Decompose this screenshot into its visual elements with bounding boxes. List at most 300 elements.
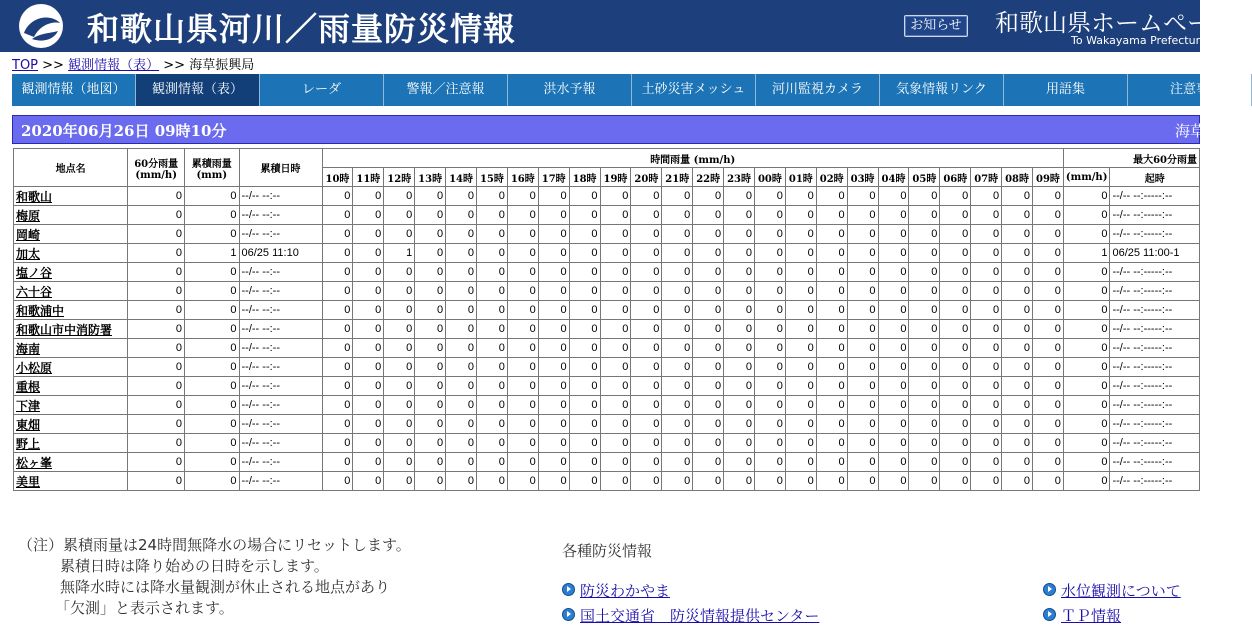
hourly-value: 0	[724, 434, 755, 453]
homepage-link-sub[interactable]: To Wakayama Prefecture	[1071, 34, 1207, 47]
hourly-value: 0	[476, 434, 507, 453]
hourly-value: 0	[724, 187, 755, 206]
hourly-value: 0	[816, 320, 847, 339]
cumulative-date-value: 06/25 11:10	[239, 244, 322, 263]
hourly-value: 0	[662, 434, 693, 453]
hourly-value: 0	[1002, 263, 1033, 282]
hourly-value: 0	[1002, 206, 1033, 225]
link-label[interactable]: 水位観測について	[1061, 582, 1181, 600]
hour-header: 04時	[878, 168, 909, 187]
hourly-value: 0	[847, 301, 878, 320]
hourly-value: 0	[785, 396, 816, 415]
hourly-value: 0	[909, 263, 940, 282]
hourly-value: 0	[446, 396, 477, 415]
page-title: 和歌山県河川／雨量防災情報	[87, 10, 517, 48]
table-row	[14, 282, 1200, 301]
hourly-value: 0	[446, 339, 477, 358]
hour-header: 07時	[971, 168, 1002, 187]
hourly-value: 0	[476, 453, 507, 472]
rain60-value: 0	[128, 187, 185, 206]
hourly-value: 0	[971, 187, 1002, 206]
station-name-link[interactable]: 美里	[14, 472, 128, 491]
hourly-value: 0	[353, 225, 384, 244]
hour-header: 02時	[816, 168, 847, 187]
max60-value: 0	[1063, 377, 1110, 396]
hourly-value: 0	[816, 472, 847, 491]
hourly-value: 0	[631, 472, 662, 491]
hourly-value: 0	[384, 225, 415, 244]
rainfall-table	[13, 148, 1200, 491]
hourly-value: 0	[754, 377, 785, 396]
cumulative-value: 0	[184, 225, 239, 244]
start-time-value: --/-- --:-----:--	[1110, 415, 1200, 434]
col-header-max60: 最大60分雨量	[1063, 149, 1199, 168]
hourly-value: 0	[754, 244, 785, 263]
station-name-link[interactable]: 加太	[14, 244, 128, 263]
hourly-value: 0	[1002, 358, 1033, 377]
max60-value: 0	[1063, 396, 1110, 415]
hourly-value: 0	[662, 320, 693, 339]
rain60-value: 0	[128, 301, 185, 320]
link-mlit-bousai[interactable]	[562, 605, 819, 626]
station-name-link[interactable]: 野上	[14, 434, 128, 453]
rain60-value: 0	[128, 377, 185, 396]
hourly-value: 0	[909, 339, 940, 358]
hourly-value: 0	[631, 187, 662, 206]
start-time-value: --/-- --:-----:--	[1110, 339, 1200, 358]
station-name-link[interactable]: 塩ノ谷	[14, 263, 128, 282]
hourly-value: 0	[322, 263, 353, 282]
site-header	[0, 0, 1211, 52]
rain60-value: 0	[128, 415, 185, 434]
rain60-value: 0	[128, 225, 185, 244]
nav-item-landslide-mesh[interactable]: 土砂災害メッシュ	[632, 74, 756, 106]
hourly-value: 0	[816, 453, 847, 472]
arrow-circle-icon	[1043, 583, 1056, 596]
disaster-info-heading: 各種防災情報	[562, 542, 653, 560]
cumulative-value: 0	[184, 453, 239, 472]
hourly-value: 0	[1002, 377, 1033, 396]
breadcrumb-table-link[interactable]: 観測情報（表）	[68, 58, 160, 73]
nav-item-notes[interactable]: 注意事	[1128, 74, 1252, 106]
start-time-value: --/-- --:-----:--	[1110, 263, 1200, 282]
table-row	[14, 358, 1200, 377]
hourly-value: 0	[971, 225, 1002, 244]
cumulative-value: 0	[184, 301, 239, 320]
hourly-value: 0	[909, 415, 940, 434]
max60-unit: (mm/h)	[1063, 168, 1110, 187]
table-row	[14, 301, 1200, 320]
hourly-value: 0	[569, 225, 600, 244]
hourly-value: 0	[600, 434, 631, 453]
hourly-value: 0	[1002, 434, 1033, 453]
hourly-value: 0	[446, 472, 477, 491]
link-tp-info[interactable]	[1043, 605, 1121, 626]
prefecture-logo-icon[interactable]	[10, 3, 72, 49]
hourly-value: 0	[878, 339, 909, 358]
hourly-value: 0	[693, 187, 724, 206]
hourly-value: 0	[785, 358, 816, 377]
hourly-value: 0	[415, 396, 446, 415]
cumulative-value: 0	[184, 187, 239, 206]
hourly-value: 0	[847, 377, 878, 396]
hourly-value: 0	[476, 415, 507, 434]
hourly-value: 0	[693, 282, 724, 301]
hourly-value: 0	[507, 206, 538, 225]
rain60-value: 0	[128, 339, 185, 358]
hourly-value: 0	[878, 301, 909, 320]
hourly-value: 0	[507, 263, 538, 282]
hourly-value: 0	[971, 377, 1002, 396]
hourly-value: 0	[909, 225, 940, 244]
cumulative-date-value: --/-- --:--	[239, 377, 322, 396]
hourly-value: 0	[415, 187, 446, 206]
nav-item-river-camera[interactable]: 河川監視カメラ	[756, 74, 880, 106]
hourly-value: 0	[724, 339, 755, 358]
hourly-value: 0	[507, 320, 538, 339]
hourly-value: 0	[785, 339, 816, 358]
hourly-value: 0	[538, 472, 569, 491]
hourly-value: 0	[1033, 206, 1064, 225]
max60-value: 0	[1063, 472, 1110, 491]
hourly-value: 0	[322, 472, 353, 491]
hourly-value: 0	[476, 225, 507, 244]
hourly-value: 0	[569, 263, 600, 282]
hourly-value: 0	[322, 225, 353, 244]
hourly-value: 0	[600, 358, 631, 377]
station-name-link[interactable]: 梅原	[14, 206, 128, 225]
hourly-value: 0	[693, 339, 724, 358]
station-name-link[interactable]: 海南	[14, 339, 128, 358]
cumulative-value: 0	[184, 206, 239, 225]
hourly-value: 0	[940, 358, 971, 377]
hourly-value: 0	[322, 282, 353, 301]
hourly-value: 0	[878, 472, 909, 491]
hourly-value: 0	[600, 244, 631, 263]
hourly-value: 0	[816, 263, 847, 282]
hourly-value: 0	[940, 415, 971, 434]
link-bousai-wakayama[interactable]	[562, 580, 670, 601]
hourly-value: 0	[971, 358, 1002, 377]
homepage-link[interactable]: 和歌山県ホームペー	[995, 9, 1211, 37]
station-name-link[interactable]: 小松原	[14, 358, 128, 377]
hourly-value: 0	[353, 244, 384, 263]
nav-item-flood-forecast[interactable]: 洪水予報	[508, 74, 632, 106]
hourly-value: 0	[940, 377, 971, 396]
hourly-value: 0	[569, 377, 600, 396]
hourly-value: 0	[476, 472, 507, 491]
table-row	[14, 453, 1200, 472]
hourly-value: 0	[384, 472, 415, 491]
hourly-value: 0	[754, 187, 785, 206]
table-row	[14, 244, 1200, 263]
hourly-value: 0	[940, 301, 971, 320]
hourly-value: 0	[754, 434, 785, 453]
hourly-value: 0	[600, 225, 631, 244]
hourly-value: 0	[693, 206, 724, 225]
hourly-value: 0	[415, 225, 446, 244]
hourly-value: 0	[353, 301, 384, 320]
hourly-value: 0	[724, 225, 755, 244]
hourly-value: 0	[415, 263, 446, 282]
hourly-value: 0	[662, 396, 693, 415]
hour-header: 13時	[415, 168, 446, 187]
cumulative-date-value: --/-- --:--	[239, 225, 322, 244]
hourly-value: 0	[662, 472, 693, 491]
hourly-value: 0	[878, 377, 909, 396]
hourly-value: 0	[600, 453, 631, 472]
notice-button[interactable]: お知らせ	[904, 15, 968, 37]
hourly-value: 0	[353, 415, 384, 434]
hourly-value: 0	[724, 244, 755, 263]
hourly-value: 0	[1002, 225, 1033, 244]
hourly-value: 0	[353, 453, 384, 472]
hourly-value: 0	[600, 377, 631, 396]
breadcrumb-top-link[interactable]: TOP	[12, 58, 39, 73]
note-line: 累積日時は降り始めの日時を示します。	[60, 557, 329, 575]
station-name-link[interactable]: 六十谷	[14, 282, 128, 301]
hourly-value: 0	[507, 472, 538, 491]
station-name-link[interactable]: 和歌山	[14, 187, 128, 206]
hourly-value: 0	[415, 415, 446, 434]
hourly-value: 0	[909, 396, 940, 415]
hourly-value: 0	[940, 187, 971, 206]
rain60-unit: (mm/h)	[135, 169, 177, 181]
col-header-start: 起時	[1110, 168, 1200, 187]
hourly-value: 0	[1033, 415, 1064, 434]
hourly-value: 0	[1002, 472, 1033, 491]
hourly-value: 0	[1002, 339, 1033, 358]
hourly-value: 0	[415, 206, 446, 225]
hourly-value: 0	[662, 377, 693, 396]
hourly-value: 0	[384, 339, 415, 358]
link-label[interactable]: ＴＰ情報	[1061, 607, 1122, 625]
hourly-value: 0	[785, 472, 816, 491]
hourly-value: 0	[322, 244, 353, 263]
hourly-value: 0	[631, 415, 662, 434]
hourly-value: 0	[1033, 282, 1064, 301]
hourly-value: 0	[971, 396, 1002, 415]
hourly-value: 0	[693, 358, 724, 377]
hourly-value: 0	[816, 225, 847, 244]
hourly-value: 0	[754, 301, 785, 320]
hour-header: 21時	[662, 168, 693, 187]
hourly-value: 0	[662, 187, 693, 206]
cumulative-value: 0	[184, 358, 239, 377]
hourly-value: 0	[538, 339, 569, 358]
station-name-link[interactable]: 岡崎	[14, 225, 128, 244]
observation-datetime: 2020年06月26日 09時10分	[21, 122, 227, 140]
hourly-value: 0	[631, 396, 662, 415]
hourly-value: 0	[600, 206, 631, 225]
cumulative-value: 0	[184, 282, 239, 301]
hourly-value: 0	[631, 434, 662, 453]
hourly-value: 0	[353, 396, 384, 415]
hourly-value: 0	[415, 339, 446, 358]
hourly-value: 0	[353, 377, 384, 396]
hourly-value: 0	[662, 282, 693, 301]
rain60-value: 0	[128, 472, 185, 491]
hourly-value: 0	[1033, 358, 1064, 377]
hourly-value: 0	[909, 320, 940, 339]
hourly-value: 0	[693, 396, 724, 415]
station-name-link[interactable]: 和歌浦中	[14, 301, 128, 320]
start-time-value: --/-- --:-----:--	[1110, 358, 1200, 377]
nav-item-observation-map[interactable]: 観測情報（地図）	[12, 74, 136, 106]
hourly-value: 0	[754, 415, 785, 434]
hourly-value: 0	[785, 187, 816, 206]
hourly-value: 0	[816, 415, 847, 434]
hour-header: 09時	[1033, 168, 1064, 187]
hourly-value: 0	[785, 282, 816, 301]
hourly-value: 0	[353, 282, 384, 301]
hourly-value: 0	[816, 187, 847, 206]
hourly-value: 0	[847, 225, 878, 244]
hourly-value: 0	[816, 358, 847, 377]
nav-item-weather-links[interactable]: 気象情報リンク	[880, 74, 1004, 106]
table-row	[14, 396, 1200, 415]
station-name-link[interactable]: 下津	[14, 396, 128, 415]
hourly-value: 0	[909, 244, 940, 263]
hourly-value: 0	[662, 453, 693, 472]
hourly-value: 0	[600, 187, 631, 206]
hourly-value: 0	[538, 225, 569, 244]
hourly-value: 0	[384, 206, 415, 225]
table-row	[14, 472, 1200, 491]
hourly-value: 0	[569, 396, 600, 415]
hourly-value: 0	[322, 415, 353, 434]
hour-header: 10時	[322, 168, 353, 187]
max60-value: 0	[1063, 187, 1110, 206]
cumulative-value: 0	[184, 263, 239, 282]
max60-value: 0	[1063, 415, 1110, 434]
hourly-value: 0	[724, 206, 755, 225]
hourly-value: 0	[909, 301, 940, 320]
hourly-value: 0	[971, 206, 1002, 225]
hourly-value: 0	[600, 301, 631, 320]
hourly-value: 0	[476, 206, 507, 225]
max60-value: 0	[1063, 434, 1110, 453]
hourly-value: 0	[384, 263, 415, 282]
station-name-link[interactable]: 和歌山市中消防署	[14, 320, 128, 339]
cumulative-date-value: --/-- --:--	[239, 358, 322, 377]
hourly-value: 0	[940, 434, 971, 453]
breadcrumb-separator: >>	[163, 58, 186, 73]
hourly-value: 0	[507, 453, 538, 472]
hourly-value: 0	[446, 453, 477, 472]
hourly-value: 0	[847, 206, 878, 225]
hour-header: 11時	[353, 168, 384, 187]
hourly-value: 0	[538, 453, 569, 472]
hourly-value: 0	[507, 358, 538, 377]
hourly-value: 0	[724, 472, 755, 491]
hour-header: 01時	[785, 168, 816, 187]
hourly-value: 0	[878, 244, 909, 263]
hourly-value: 0	[384, 377, 415, 396]
hourly-value: 0	[785, 434, 816, 453]
start-time-value: --/-- --:-----:--	[1110, 377, 1200, 396]
cumulative-value: 0	[184, 415, 239, 434]
hourly-value: 0	[322, 377, 353, 396]
hourly-value: 0	[353, 434, 384, 453]
rain60-value: 0	[128, 282, 185, 301]
hourly-value: 0	[724, 396, 755, 415]
station-name-link[interactable]: 東畑	[14, 415, 128, 434]
nav-item-glossary[interactable]: 用語集	[1004, 74, 1128, 106]
cumulative-date-value: --/-- --:--	[239, 301, 322, 320]
hour-header: 23時	[724, 168, 755, 187]
link-label[interactable]: 防災わかやま	[580, 582, 671, 600]
hourly-value: 0	[1033, 472, 1064, 491]
hourly-value: 0	[322, 320, 353, 339]
hourly-value: 0	[600, 320, 631, 339]
hourly-value: 0	[724, 320, 755, 339]
hourly-value: 0	[569, 206, 600, 225]
link-label[interactable]: 国土交通省 防災情報提供センター	[580, 607, 820, 625]
hourly-value: 0	[971, 320, 1002, 339]
hourly-value: 0	[631, 453, 662, 472]
link-water-level[interactable]	[1043, 580, 1181, 601]
hourly-value: 0	[785, 244, 816, 263]
hourly-value: 0	[569, 472, 600, 491]
table-row	[14, 339, 1200, 358]
hourly-value: 0	[754, 339, 785, 358]
hour-header: 17時	[538, 168, 569, 187]
nav-item-radar[interactable]: レーダ	[260, 74, 384, 106]
hourly-value: 0	[1002, 320, 1033, 339]
station-name-link[interactable]: 松ヶ峯	[14, 453, 128, 472]
hourly-value: 0	[785, 301, 816, 320]
hourly-value: 0	[569, 282, 600, 301]
station-name-link[interactable]: 重根	[14, 377, 128, 396]
hourly-value: 0	[507, 225, 538, 244]
note-line: 「欠測」と表示されます。	[55, 599, 234, 617]
hourly-value: 0	[662, 415, 693, 434]
hourly-value: 0	[353, 320, 384, 339]
hourly-value: 0	[631, 244, 662, 263]
hour-header: 15時	[476, 168, 507, 187]
hourly-value: 0	[878, 320, 909, 339]
hourly-value: 0	[1002, 396, 1033, 415]
hourly-value: 0	[847, 244, 878, 263]
hourly-value: 0	[1033, 225, 1064, 244]
hourly-value: 0	[631, 263, 662, 282]
nav-item-observation-table[interactable]: 観測情報（表）	[136, 74, 260, 106]
hourly-value: 0	[538, 187, 569, 206]
hourly-value: 0	[631, 301, 662, 320]
nav-item-warnings[interactable]: 警報／注意報	[384, 74, 508, 106]
hourly-value: 0	[507, 187, 538, 206]
hourly-value: 0	[538, 377, 569, 396]
hourly-value: 0	[724, 282, 755, 301]
hourly-value: 0	[569, 244, 600, 263]
max60-value: 1	[1063, 244, 1110, 263]
hourly-value: 0	[878, 225, 909, 244]
cumulative-unit: (mm)	[196, 169, 228, 181]
hourly-value: 0	[693, 453, 724, 472]
max60-value: 0	[1063, 282, 1110, 301]
hourly-value: 0	[446, 320, 477, 339]
hourly-value: 0	[754, 225, 785, 244]
max60-value: 0	[1063, 358, 1110, 377]
hourly-value: 0	[1033, 453, 1064, 472]
hourly-value: 0	[847, 187, 878, 206]
cumulative-date-value: --/-- --:--	[239, 282, 322, 301]
hourly-value: 0	[971, 415, 1002, 434]
hour-header: 14時	[446, 168, 477, 187]
note-line: 無降水時には降水量観測が休止される地点があり	[60, 578, 391, 596]
breadcrumb-separator: >>	[42, 58, 64, 73]
